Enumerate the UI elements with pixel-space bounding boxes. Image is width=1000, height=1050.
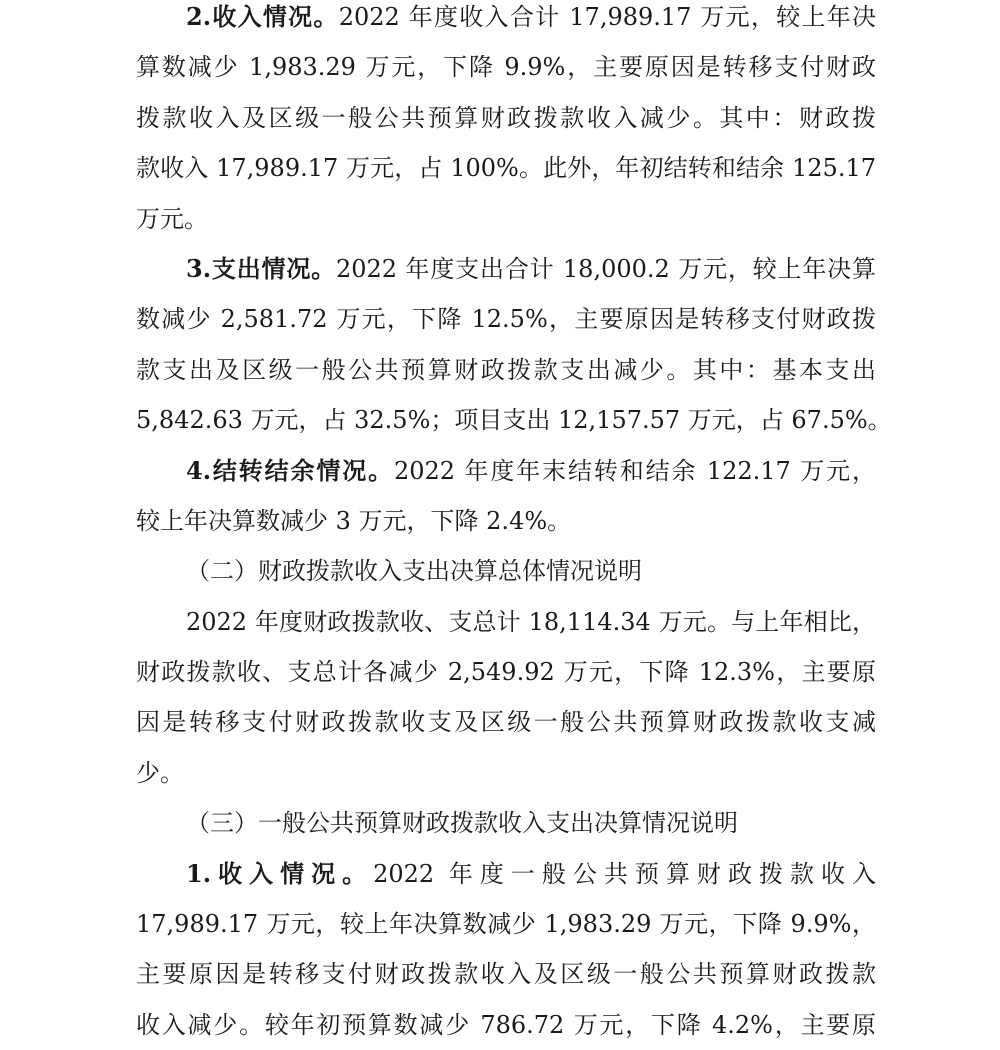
paragraph-expense <box>136 244 892 446</box>
inline-heading: 2.收入情况。 <box>186 2 339 31</box>
text-line <box>136 244 876 294</box>
paragraph-general-income <box>136 849 876 1050</box>
text-line: 财政拨款收、支总计各减少 2,549.92 万元，下降 12.3%，主要原 <box>136 658 876 687</box>
line-text: 2022 年度支出合计 18,000.2 万元，较上年决算 <box>336 254 876 283</box>
text-line <box>136 446 876 496</box>
text-line <box>136 849 876 899</box>
text-line <box>136 0 876 42</box>
document-body <box>136 0 892 1050</box>
text-line: 数减少 2,581.72 万元，下降 12.5%，主要原因是转移支付财政拨 <box>136 305 876 334</box>
line-text: 2022 年度收入合计 17,989.17 万元，较上年决 <box>338 3 877 31</box>
text-line: 主要原因是转移支付财政拨款收入及区级一般公共预算财政拨款 <box>136 960 876 989</box>
inline-heading: 3.支出情况。 <box>186 253 336 283</box>
line-text: 2022 年度年末结转和结余 122.17 万元， <box>393 456 876 485</box>
text-line: 5,842.63 万元，占 32.5%；项目支出 12,157.57 万元，占 67.5%。 <box>136 406 892 435</box>
line-text: 2022 年度一般公共预算财政拨款收入 <box>373 859 876 888</box>
text-line: 因是转移支付财政拨款收支及区级一般公共预算财政拨款收支减 <box>136 708 876 737</box>
text-line: 算数减少 1,983.29 万元，下降 9.9%，主要原因是转移支付财政 <box>136 53 876 82</box>
paragraph-carryover <box>136 446 876 547</box>
inline-heading: 1.收入情况。 <box>186 858 374 888</box>
text-line: 万元。 <box>136 204 208 233</box>
text-line: 收入减少。较年初预算数减少 786.72 万元，下降 4.2%，主要原 <box>136 1010 876 1039</box>
text-line: 拨款收入及区级一般公共预算财政拨款收入减少。其中：财政拨 <box>136 103 876 132</box>
inline-heading: 4.结转结余情况。 <box>186 455 394 485</box>
text-line: 2022 年度财政拨款收、支总计 18,114.34 万元。与上年相比， <box>186 607 876 636</box>
paragraph-income <box>136 0 876 244</box>
text-line: 17,989.17 万元，较上年决算数减少 1,983.29 万元，下降 9.9%， <box>136 910 876 939</box>
section-heading: （二）财政拨款收入支出决算总体情况说明 <box>186 557 642 586</box>
text-line: 款支出及区级一般公共预算财政拨款支出减少。其中：基本支出 <box>136 355 876 384</box>
paragraph-fiscal-total <box>136 597 876 799</box>
section-heading: （三）一般公共预算财政拨款收入支出决算情况说明 <box>186 809 738 838</box>
text-line: 款收入 17,989.17 万元，占 100%。此外，年初结转和结余 125.17 <box>136 154 876 183</box>
text-line: 较上年决算数减少 3 万元，下降 2.4%。 <box>136 506 572 535</box>
text-line: 少。 <box>136 758 184 787</box>
